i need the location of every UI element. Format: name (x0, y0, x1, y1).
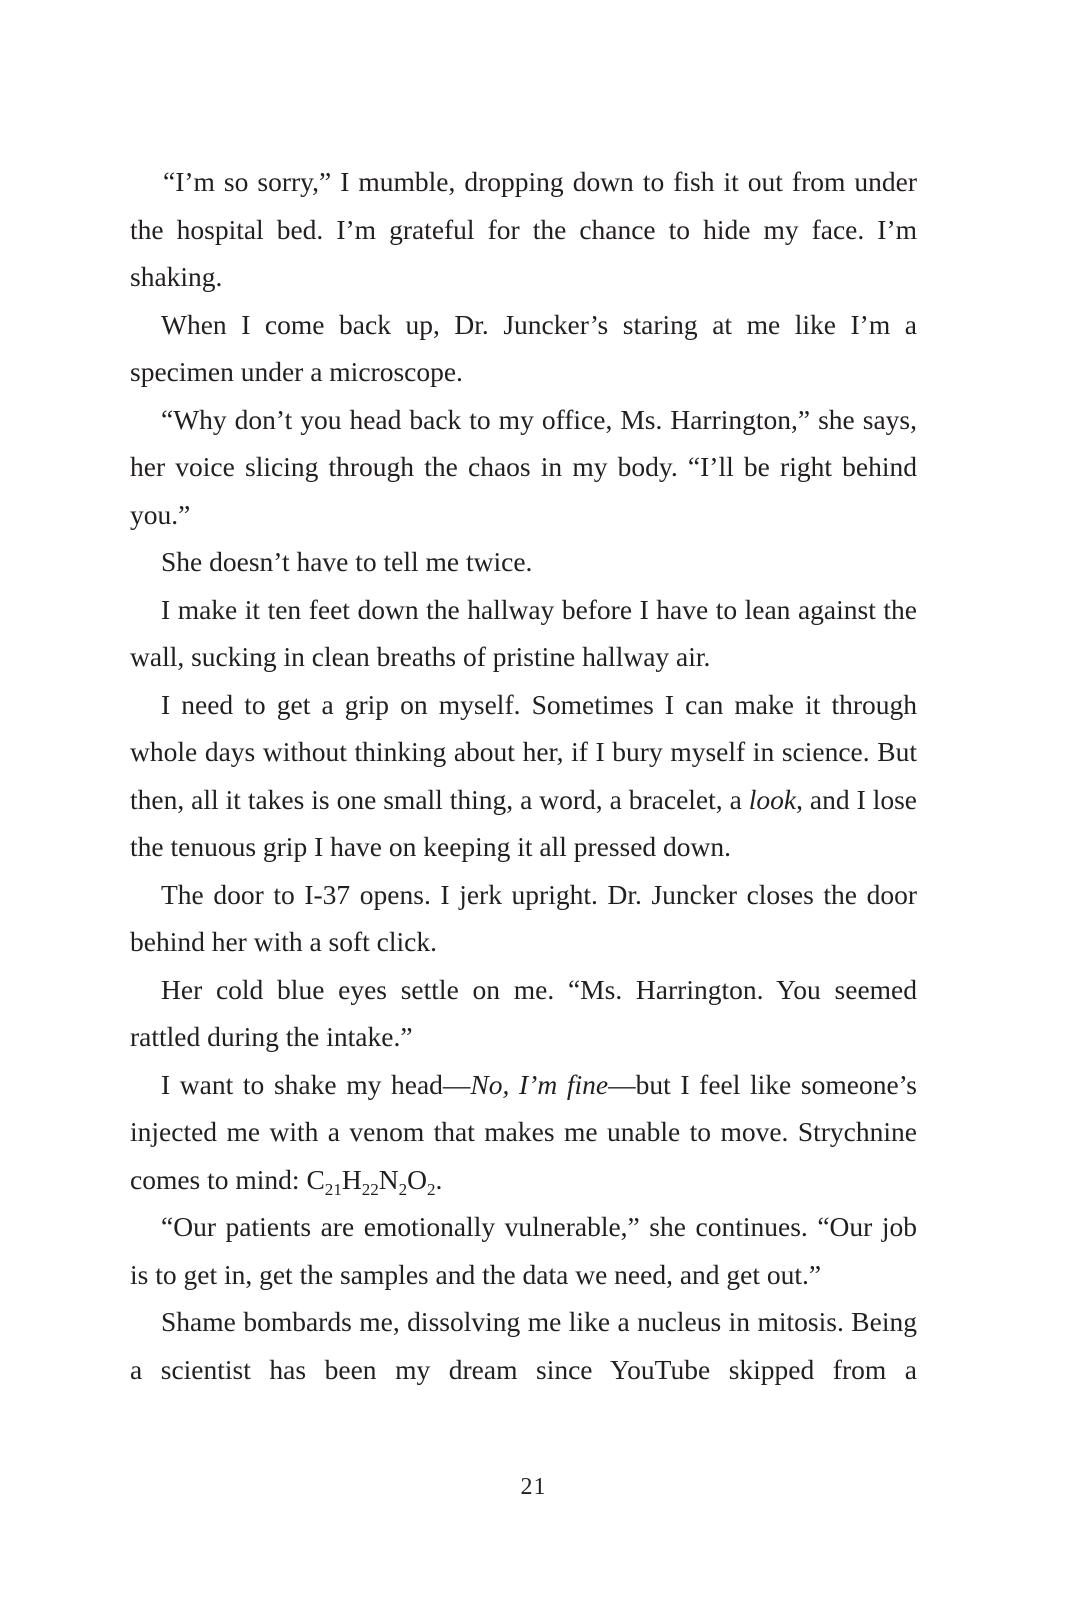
paragraph-9 (130, 1061, 917, 1204)
formula-element-h: H (341, 1163, 362, 1195)
formula-subscript-c: 21 (324, 1179, 342, 1199)
page-number: 21 (520, 1474, 547, 1500)
formula-subscript-n: 2 (398, 1179, 408, 1199)
formula-element-n: N (378, 1163, 399, 1195)
paragraph-10: “Our patients are emotionally vulnerable,” she continues. “Our job is to get in, get the samples and the data we need, and get out.” (130, 1211, 917, 1290)
paragraph-6-text-start: I need to get a grip on myself. Sometimes I can make it through whole days without thinking about her, if I bury myself in science. But then, all it takes is one small thing, a word, a bracelet, a (130, 688, 917, 815)
paragraph-1: “I’m so sorry,” I mumble, dropping down to fish it out from under the hospital bed. I’m grateful for the chance to hide my face. I’m shaking. (130, 166, 917, 292)
paragraph-6-text-end: , and I lose the tenuous grip I have on keeping it all pressed down. (130, 783, 917, 862)
formula-subscript-o: 2 (427, 1179, 436, 1199)
paragraph-7: The door to I-37 opens. I jerk upright. Dr. Juncker closes the door behind her with a soft click. (130, 878, 917, 957)
paragraph-8: Her cold blue eyes settle on me. “Ms. Harrington. You seemed rattled during the intake.” (130, 973, 917, 1052)
paragraph-3: “Why don’t you head back to my office, Ms. Harrington,” she says, her voice slicing through the chaos in my body. “I’ll be right behind you.” (130, 403, 917, 530)
strychnine-formula (306, 1163, 443, 1199)
paragraph-6 (130, 681, 917, 871)
paragraph-5: I make it ten feet down the hallway before I have to lean against the wall, sucking in clean breaths of pristine hallway air. (130, 593, 917, 672)
paragraph-4: She doesn’t have to tell me twice. (161, 546, 533, 577)
paragraph-9-text-end: —but I feel like someone’s injected me with a venom that makes me unable to move. Strychnine comes to mind: (130, 1068, 917, 1195)
paragraph-11: Shame bombards me, dissolving me like a nucleus in mitosis. Being a scientist has been my dream since YouTube skipped from a (130, 1306, 917, 1385)
formula-element-c: C (306, 1163, 325, 1195)
paragraph-9-text-start: I want to shake my head— (161, 1068, 471, 1100)
italic-emphasis-look: look (748, 783, 797, 815)
formula-subscript-h: 22 (361, 1179, 379, 1199)
italic-emphasis-im-fine: No, I’m fine (470, 1068, 609, 1100)
body-text (130, 158, 917, 1393)
paragraph-2: When I come back up, Dr. Juncker’s staring at me like I’m a specimen under a microscope. (130, 308, 917, 387)
formula-period: . (435, 1163, 443, 1195)
formula-element-o: O (407, 1163, 427, 1195)
